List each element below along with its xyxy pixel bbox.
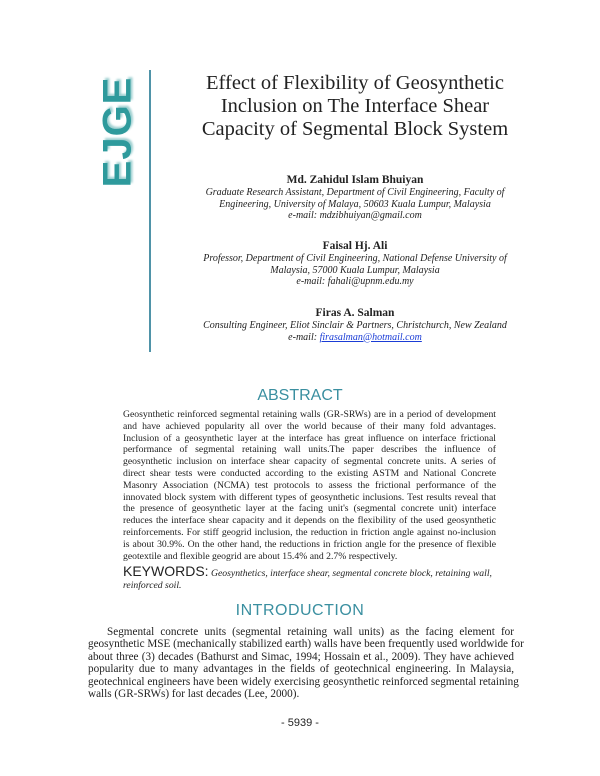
author-email: fahali@upnm.edu.my: [327, 276, 414, 287]
paper-title: [170, 72, 540, 141]
paragraph-line: geosynthetic inclusion on interface shear capacity of segmental concrete units. A series of: [123, 456, 496, 468]
author-block: [170, 174, 540, 222]
author-email: mdzibhuiyan@gmail.com: [319, 210, 422, 221]
paragraph-line: geotextile and flexible geogrid are about 15.4% and 2.7% respectively.: [123, 550, 398, 562]
paragraph-line: geotechnical engineers have been widely exercising geosynthetic reinforced segmental retaining: [88, 675, 519, 688]
keywords: [123, 565, 496, 592]
author-affiliation: Consulting Engineer, Eliot Sinclair & Partners, Christchurch, New Zealand: [203, 320, 507, 331]
paragraph-line: the presence of geosynthetic layer at the facing unit's (segmental concrete unit) interface: [123, 503, 496, 515]
keywords-label: KEYWORDS:: [123, 563, 209, 579]
logo-text: EJGE: [95, 76, 140, 188]
author-affiliation: Professor, Department of Civil Engineering, National Defense University of: [203, 253, 507, 264]
paragraph-line: performance of segmental retaining wall units.The paper describes the influence of: [123, 444, 496, 456]
paragraph-line: popularity due to many advantages in the fields of geotechnical engineering. In Malaysia,: [88, 663, 514, 676]
email-label: e-mail:: [288, 210, 320, 221]
author-name: Firas A. Salman: [315, 307, 395, 319]
paragraph-line: Geosynthetic reinforced segmental retaining walls (GR-SRWs) are in a period of development: [123, 409, 496, 420]
author-name: Md. Zahidul Islam Bhuiyan: [286, 174, 424, 186]
title-line: Effect of Flexibility of Geosynthetic: [206, 72, 504, 94]
journal-logo: [92, 76, 144, 188]
introduction-heading: INTRODUCTION: [235, 602, 365, 619]
paragraph-line: is about 30.9%. On the other hand, the reductions in friction angle for the presence of flexible: [123, 538, 496, 550]
paragraph-line: Inclusion of a geosynthetic layer at the interface has great influence on interface frictional: [123, 432, 496, 444]
paragraph-line: and have achieved popularity all over the world because of their many fold advantages.: [123, 420, 496, 432]
author-affiliation: Graduate Research Assistant, Department of Civil Engineering, Faculty of: [205, 187, 505, 198]
introduction-body: [88, 626, 524, 701]
title-line: Capacity of Segmental Block System: [201, 118, 509, 140]
paragraph-line: innovated block system with different types of geosynthetic inclusions. Test results reveal that: [123, 491, 496, 503]
vertical-divider: [149, 70, 151, 352]
author-name: Faisal Hj. Ali: [322, 240, 388, 252]
paragraph-line: reinforcements. For stiff geogrid inclusion, the reduction in friction angle against no-inclusion: [123, 526, 496, 538]
paragraph-line: Masonry Association (NCMA) test protocols to assess the frictional performance of the: [123, 479, 496, 491]
author-block: [170, 307, 540, 343]
keywords-text: Geosynthetics, interface shear, segmental concrete block, retaining wall, reinforced soil.: [123, 568, 492, 591]
paragraph-line: reduces the interface shear capacity and it depends on the flexibility of the used geosynthetic: [123, 515, 496, 527]
email-label: e-mail:: [288, 331, 320, 343]
title-line: Inclusion on The Interface Shear: [220, 95, 490, 117]
author-block: [170, 240, 540, 288]
email-label: e-mail:: [296, 276, 328, 287]
paragraph-line: geosynthetic MSE (mechanically stabilized earth) walls have been frequently used worldwide for: [88, 638, 524, 651]
paragraph-line: about three (3) decades (Bathurst and Simac, 1994; Hossain et al., 2009). They have achieved: [88, 650, 514, 663]
author-email-link[interactable]: firasalman@hotmail.com: [319, 331, 422, 343]
author-affiliation: Engineering, University of Malaya, 50603 Kuala Lumpur, Malaysia: [219, 198, 491, 210]
page-number: - 5939 -: [281, 717, 319, 729]
paragraph-line: Segmental concrete units (segmental retaining wall units) as the facing element for: [107, 626, 514, 638]
paragraph-line: walls (GR-SRWs) for last decades (Lee, 2000).: [88, 688, 300, 701]
author-affiliation: Malaysia, 57000 Kuala Lumpur, Malaysia: [270, 264, 440, 276]
paragraph-line: direct shear tests were conducted according to the existing ASTM and National Concrete: [123, 467, 496, 479]
abstract-heading: ABSTRACT: [257, 387, 343, 404]
abstract-body: [123, 409, 496, 562]
